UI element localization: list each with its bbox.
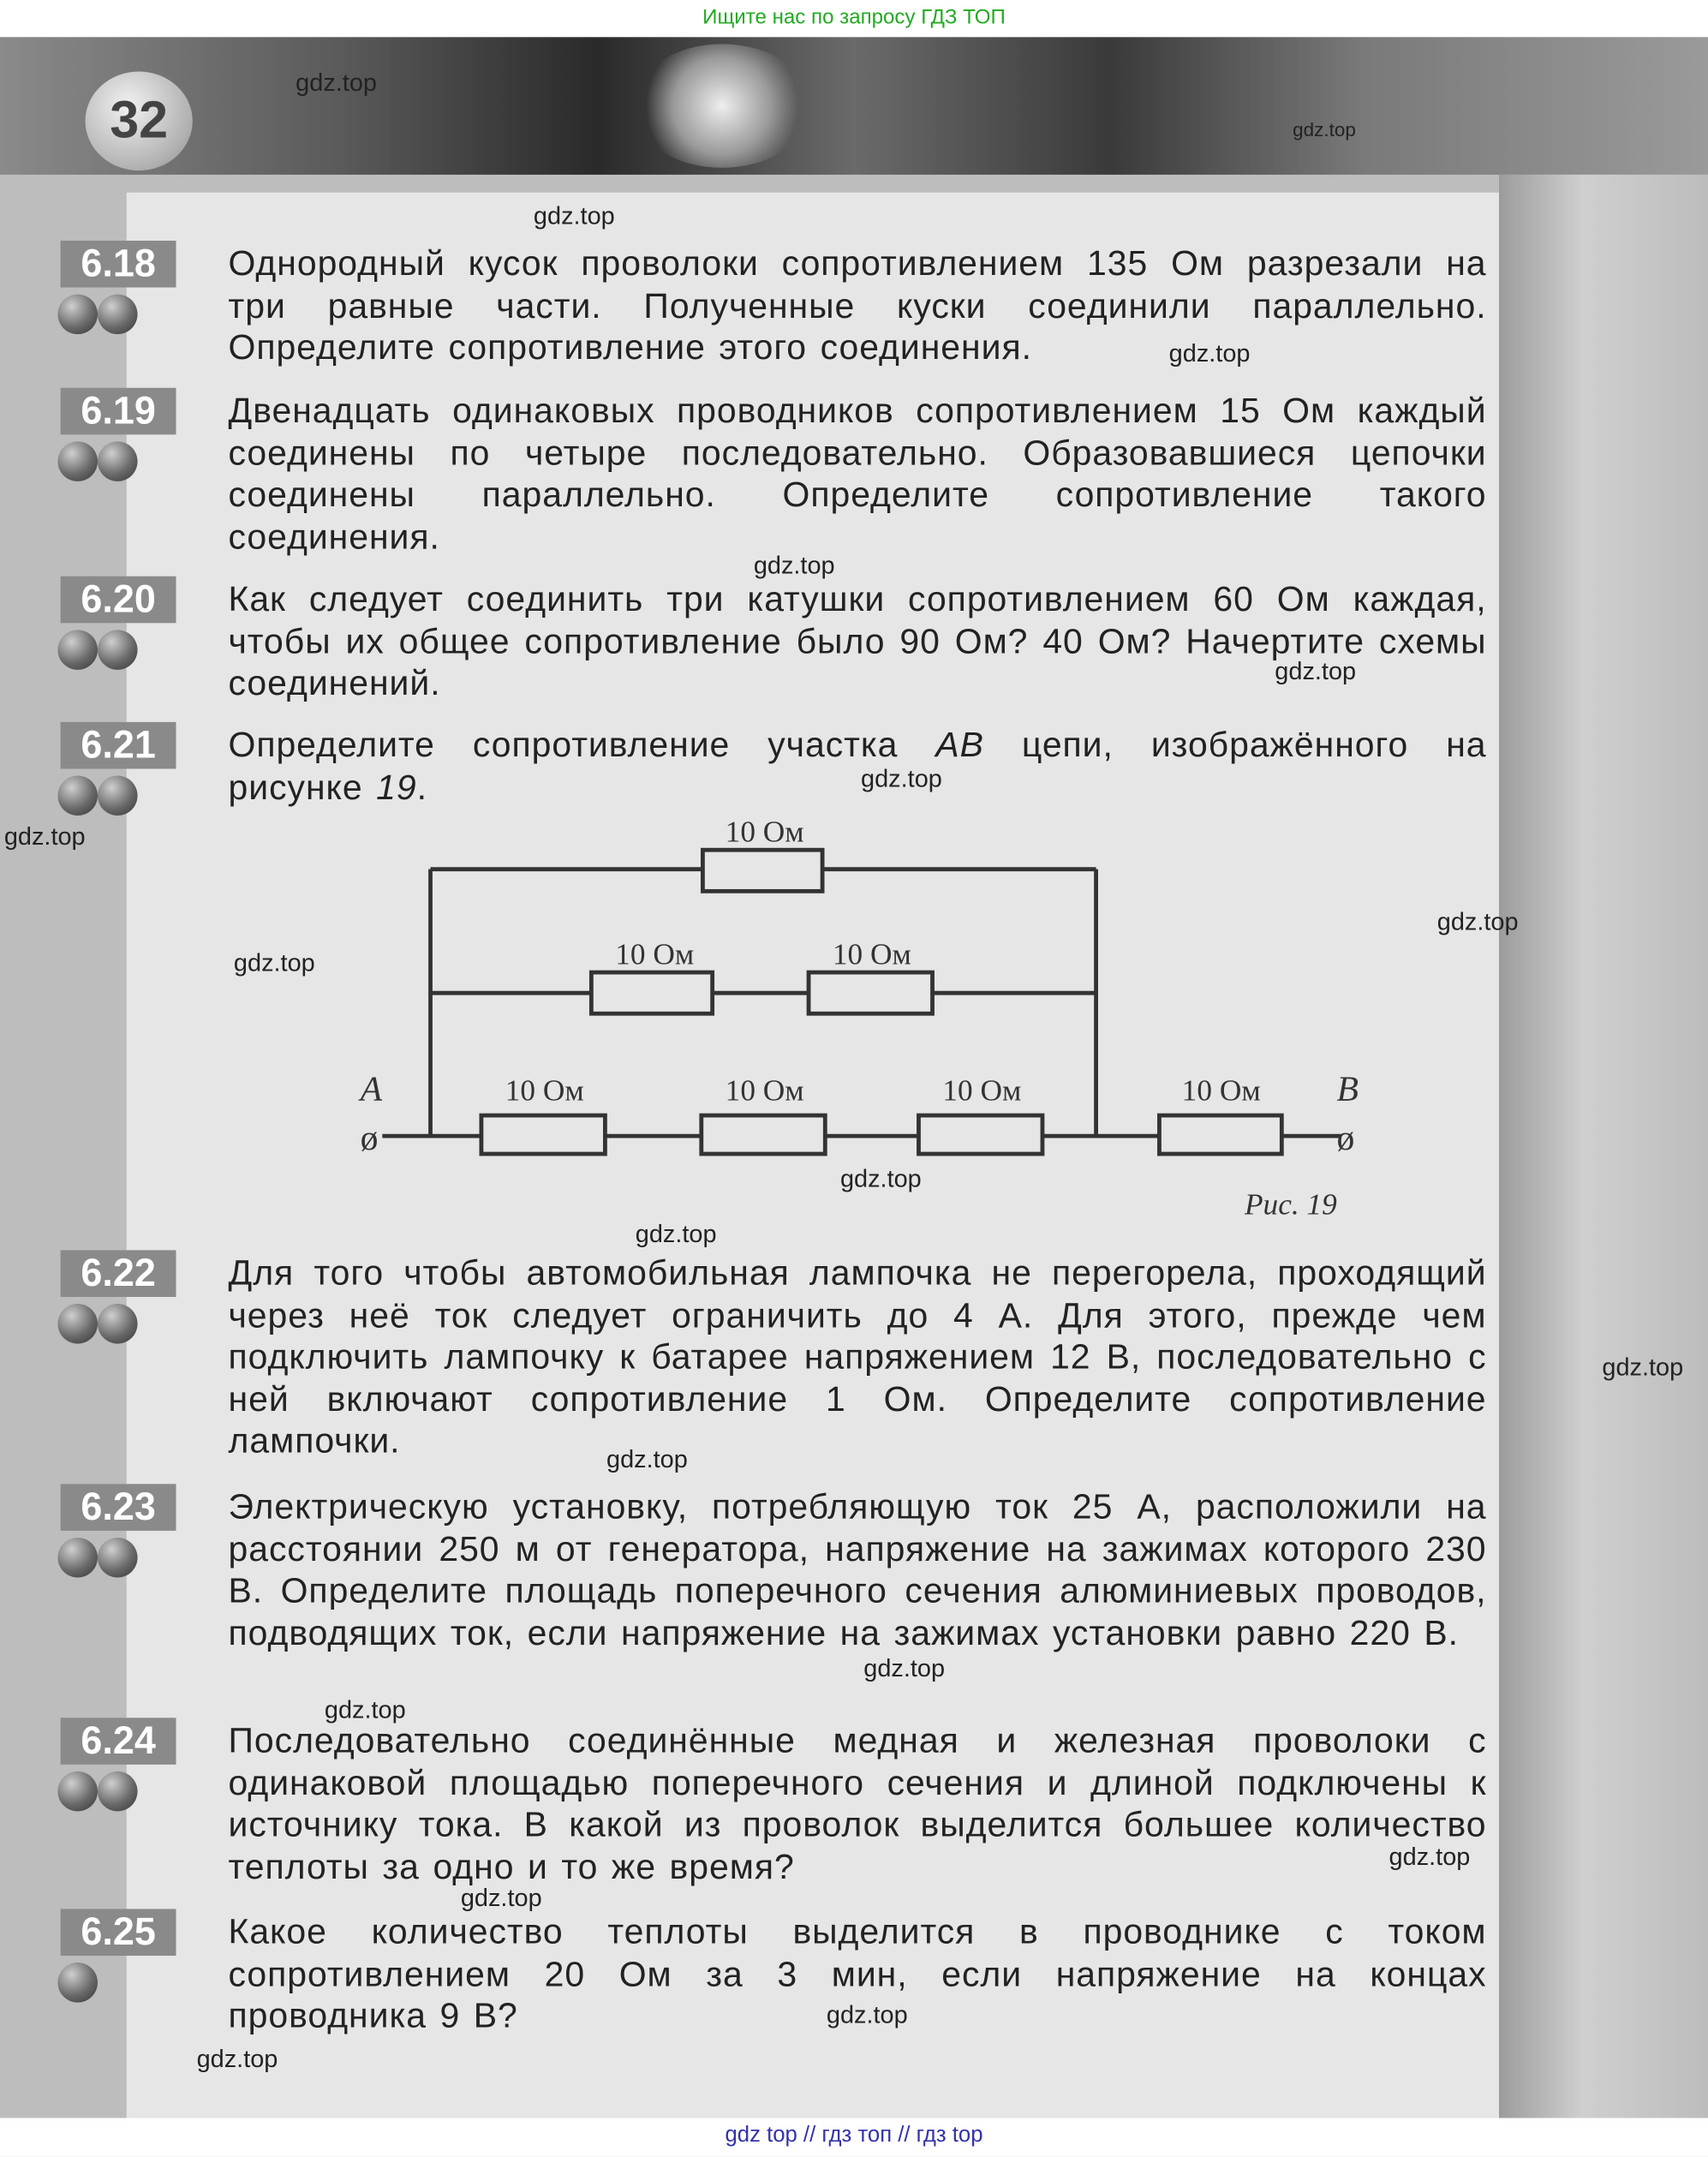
terminal-b-label: B: [1336, 1069, 1359, 1109]
watermark: gdz.top: [826, 2001, 908, 2029]
resistor-label: 10 Ом: [615, 937, 695, 971]
problem-number: 6.23: [61, 1484, 176, 1531]
terminal-a-icon: ø: [360, 1119, 379, 1159]
difficulty-ball-icon: [57, 1963, 98, 2003]
resistor: [591, 972, 712, 1013]
problem-number: 6.24: [61, 1718, 176, 1765]
watermark: gdz.top: [839, 1164, 922, 1192]
problem-number: 6.21: [61, 722, 176, 769]
watermark: gdz.top: [3, 822, 86, 851]
watermark: gdz.top: [635, 1220, 717, 1248]
difficulty-ball-icon: [57, 1304, 98, 1344]
problem-number: 6.25: [61, 1909, 176, 1956]
problem-text: Электрическую установку, потребляющую ток 25 А, расположили на расстоянии 250 м от генератора, напряжение на зажимах которого 230 В. Определите площадь поперечного сечения алюминиевых проводов, подводящих ток, если напряжение на зажимах установки равно 220 В.: [228, 1488, 1487, 1653]
problem-text: Последовательно соединённые медная и железная проволоки с одинаковой площадью поперечного сечения и длиной подключены к источнику тока. В какой из проволок выделится большее количество теплоты за одно и то же время?: [228, 1722, 1487, 1886]
problem-number: 6.18: [61, 241, 176, 288]
watermark: gdz.top: [1602, 1353, 1684, 1381]
watermark: gdz.top: [196, 2045, 278, 2073]
watermark: gdz.top: [233, 948, 315, 977]
resistor-label: 10 Ом: [832, 937, 911, 971]
resistor: [809, 972, 932, 1013]
problem-text: Для того чтобы автомобильная лампочка не перегорела, проходящий через неё ток следует ограничить до 4 А. Для этого, прежде чем подключить лампочку к батарее напряжением 12 В, последовательно с ней включают сопротивление 1 Ом. Определите сопротивление лампочки.: [228, 1254, 1487, 1461]
problem-number: 6.20: [61, 577, 176, 624]
watermark: gdz.top: [753, 551, 835, 579]
watermark: gdz.top: [1293, 118, 1356, 140]
watermark: gdz.top: [606, 1445, 688, 1473]
resistor: [918, 1115, 1042, 1154]
difficulty-ball-icon: [57, 1772, 98, 1812]
resistor-label: 10 Ом: [725, 1073, 804, 1108]
problem-number: 6.22: [61, 1250, 176, 1297]
difficulty-ball-icon: [98, 1538, 138, 1578]
watermark: gdz.top: [460, 1884, 542, 1912]
watermark: gdz.top: [863, 1654, 946, 1682]
difficulty-ball-icon: [57, 1538, 98, 1578]
problem-text: Однородный кусок проволоки сопротивлением 135 Ом разрезали на три равные части. Полученные куски соединили параллельно. Определите сопротивление этого соединения.: [228, 244, 1487, 367]
terminal-a-label: A: [360, 1069, 383, 1109]
watermark: gdz.top: [324, 1695, 406, 1724]
difficulty-balls: [57, 1772, 137, 1813]
watermark: gdz.top: [1388, 1843, 1471, 1871]
resistor: [702, 1115, 825, 1154]
difficulty-balls: [57, 1538, 137, 1579]
problem-number: 6.19: [61, 388, 176, 435]
resistor: [1159, 1115, 1281, 1154]
resistor-label: 10 Ом: [505, 1073, 584, 1108]
watermark: gdz.top: [1275, 657, 1357, 685]
resistor-label: 10 Ом: [1181, 1073, 1261, 1108]
watermark: gdz.top: [533, 202, 615, 230]
difficulty-ball-icon: [98, 1772, 138, 1812]
watermark: gdz.top: [1436, 907, 1519, 935]
top-banner[interactable]: Ищите нас по запросу ГДЗ ТОП: [0, 0, 1708, 37]
figure-caption: Рис. 19: [1244, 1187, 1337, 1222]
bottom-banner[interactable]: gdz top // гдз топ // гдз top: [0, 2118, 1708, 2156]
resistor: [702, 850, 822, 891]
difficulty-balls: [57, 1304, 137, 1345]
problem-text: Определите сопротивление участка AB цепи, изображённого на рисунке 19.: [228, 726, 1487, 807]
resistor-label: 10 Ом: [942, 1073, 1022, 1108]
watermark: gdz.top: [296, 69, 377, 97]
watermark: gdz.top: [1168, 339, 1251, 367]
difficulty-ball-icon: [98, 1304, 138, 1344]
problem-text: Двенадцать одинаковых проводников сопротивлением 15 Ом каждый соединены по четыре последовательно. Образовавшиеся цепочки соединены параллельно. Определите сопротивление такого соединения.: [228, 391, 1487, 557]
resistor: [481, 1115, 605, 1154]
terminal-b-icon: ø: [1336, 1119, 1355, 1159]
resistor-label: 10 Ом: [725, 815, 804, 849]
problem-text: Какое количество теплоты выделится в проводнике с током сопротивлением 20 Ом за 3 мин, если напряжение на концах проводника 9 В?: [228, 1913, 1487, 2036]
difficulty-balls: [57, 1963, 98, 2004]
problem-text: Как следует соединить три катушки сопротивлением 60 Ом каждая, чтобы их общее сопротивление было 90 Ом? 40 Ом? Начертите схемы соединений.: [228, 580, 1487, 703]
watermark: gdz.top: [861, 764, 942, 792]
page-number: 32: [86, 71, 193, 170]
